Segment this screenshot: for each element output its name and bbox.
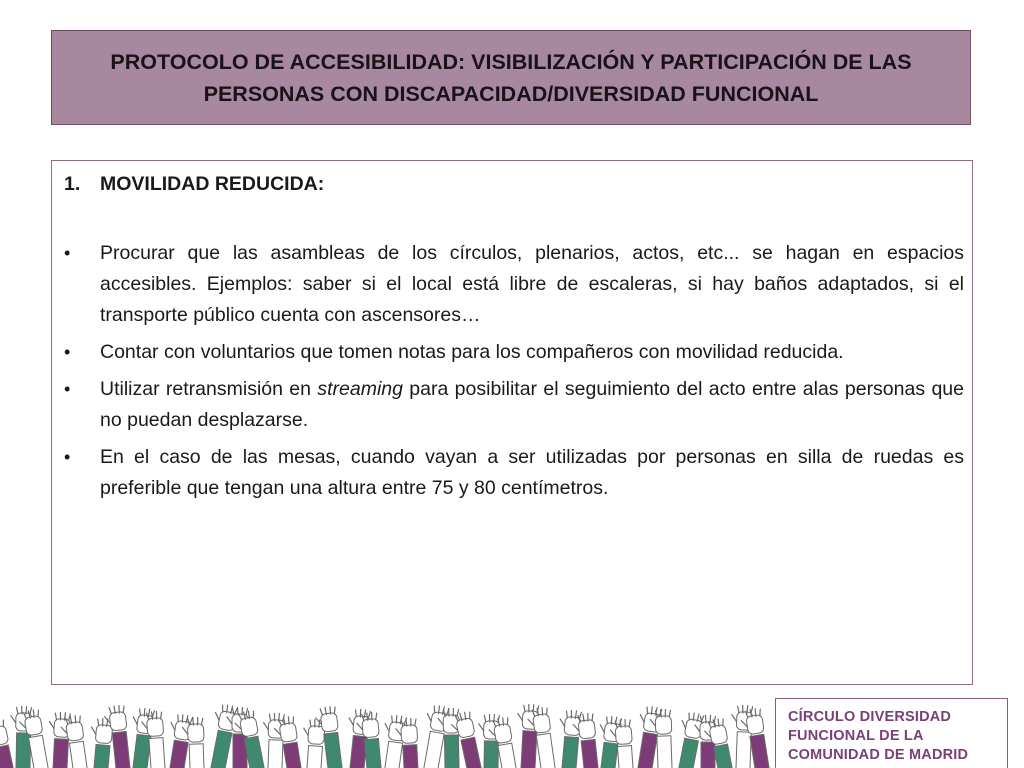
hand-figure bbox=[10, 706, 32, 768]
bullet-item bbox=[64, 442, 964, 504]
hand-figure bbox=[46, 712, 71, 768]
slide-title: PROTOCOLO DE ACCESIBILIDAD: VISIBILIZACIÓN Y PARTICIPACIÓN DE LAS PERSONAS CON DISCAPACIDAD/DIVERSIDAD FUNCIONAL bbox=[110, 49, 912, 106]
bullet-text bbox=[100, 378, 964, 431]
bullet-text-after: para posibilitar el seguimiento del acto entre alas personas que no puedan desplazarse. bbox=[100, 378, 964, 431]
hand-figure bbox=[261, 713, 285, 768]
bullet-icon: • bbox=[64, 379, 71, 399]
raised-hands-icon bbox=[0, 694, 775, 768]
hand-figure bbox=[514, 704, 539, 768]
bullet-text: Procurar que las asambleas de los círculos, plenarios, actos, etc... se hagan en espacios accesibles. Ejemplos: saber si el local está libre de escaleras, si hay baños adaptados, si el transporte público cuenta con ascensores… bbox=[100, 242, 964, 326]
raised-hands-illustration bbox=[0, 694, 775, 768]
emphasis-streaming: streaming bbox=[317, 378, 403, 400]
bullet-text: Contar con voluntarios que tomen notas para los compañeros con movilidad reducida. bbox=[100, 341, 844, 363]
section-heading bbox=[64, 171, 324, 197]
hand-figure bbox=[0, 719, 18, 768]
bullet-text-before: Utilizar retransmisión en bbox=[100, 378, 318, 400]
section-number: 1. bbox=[64, 173, 81, 195]
bullet-icon: • bbox=[64, 243, 71, 263]
bullet-item bbox=[64, 238, 964, 331]
bullet-icon: • bbox=[64, 342, 71, 362]
bullet-list bbox=[64, 238, 964, 510]
bullet-icon: • bbox=[64, 447, 71, 467]
logo-line-2: FUNCIONAL DE LA bbox=[788, 728, 924, 744]
hand-figure bbox=[670, 711, 705, 768]
bullet-item bbox=[64, 337, 964, 368]
bullet-item bbox=[64, 374, 964, 436]
logo-line-3: COMUNIDAD DE MADRID bbox=[788, 747, 969, 763]
section-title: MOVILIDAD REDUCIDA: bbox=[100, 173, 325, 195]
content-panel bbox=[51, 160, 973, 685]
hand-figure bbox=[554, 710, 582, 768]
logo-line-1: CÍRCULO DIVERSIDAD bbox=[788, 709, 952, 725]
organization-logo bbox=[775, 698, 1008, 768]
hand-figure bbox=[86, 718, 113, 768]
bullet-text: En el caso de las mesas, cuando vayan a ser utilizadas por personas en silla de ruedas es preferible que tengan una altura entre 75 y 80 centímetros. bbox=[100, 446, 964, 499]
title-banner bbox=[51, 30, 971, 125]
